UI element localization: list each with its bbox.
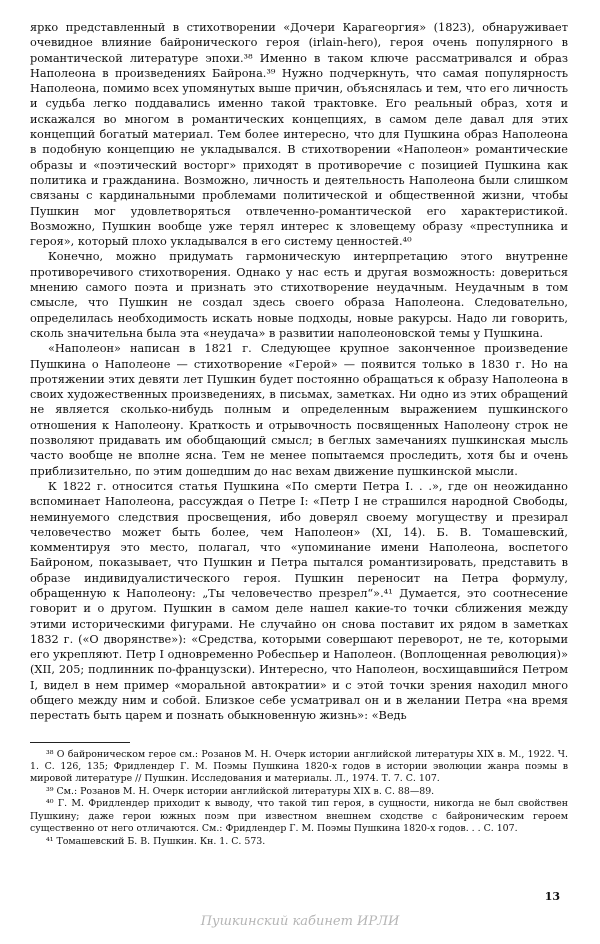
- page-number: 13: [544, 890, 560, 903]
- watermark: Пушкинский кабинет ИРЛИ: [200, 914, 400, 929]
- paragraph: «Наполеон» написан в 1821 г. Следующее крупное законченное произведение Пушкина о Наполеоне — стихотворение «Герой» — появится только в 1830 г. Но на протяжении этих девяти лет Пушкин будет постоянно обращаться к образу Наполеона в своих художественных произведениях, в письмах, заметках. Ни одно из этих обращений не является сколько-нибудь полным и определенным выражением пушкинского отношения к Наполеону. Краткость и отрывочность посвященных Наполеону строк не позволяют придавать им обобщающий смысл; в беглых замечаниях пушкинская мысль часто вообще не вполне ясна. Тем не менее попытаемся проследить, хотя бы и очень приблизительно, по этим дошедшим до нас вехам движение пушкинской мысли.: [30, 342, 568, 478]
- footnote: ⁴⁰ Г. М. Фридлендер приходит к выводу, что такой тип героя, в сущности, никогда не был свойствен Пушкину; даже герои южных поэм при известном внешнем сходстве с байроническим героем существенно от него отличаются. См.: Фридлендер Г. М. Поэмы Пушкина 1820-х годов. . . С. 107.: [30, 798, 568, 835]
- footnote: ⁴¹ Томашевский Б. В. Пушкин. Кн. 1. С. 573.: [46, 835, 266, 847]
- footnote-divider: [30, 742, 130, 743]
- paragraph: ярко представленный в стихотворении «Дочери Карагеоргия» (1823), обнаруживает очевидное влияние байронического героя (irlain-hero), героя очень популярного в романтической литературе эпохи.³⁸ Именно в таком ключе рассматривался и образ Наполеона в произведениях Байрона.³⁹ Нужно подчеркнуть, что самая популярность Наполеона, помимо всех упомянутых выше причин, объяснялась и тем, что его личность и судьба легко поддавались именно такой трактовке. Его реальный образ, хотя и искажался во многом в романтических концепциях, в самом деле давал для этих концепций богатый материал. Тем более интересно, что для Пушкина образ Наполеона в подобную концепцию не укладывался. В стихотворении «Наполеон» романтические образы и «поэтический восторг» приходят в противоречие с позицией Пушкина как политика и гражданина. Возможно, личность и деятельность Наполеона были слишком связаны с кардинальными проблемами политической и общественной жизни, чтобы Пушкин мог удовлетворяться отвлеченно-романтической его характеристикой. Возможно, Пушкин вообще уже терял интерес к зловещему образу «преступника и героя», который плохо укладывался в его систему ценностей.⁴⁰: [30, 21, 568, 249]
- page-footer: [0, 890, 600, 934]
- paragraph: К 1822 г. относится статья Пушкина «По смерти Петра I. . .», где он неожиданно вспоминает Наполеона, рассуждая о Петре I: «Петр I не страшился народной Свободы, неминуемого следствия просвещения, ибо доверял своему могуществу и презирал человечество может быть более, чем Наполеон» (XI, 14). Б. В. Томашевский, комментируя это место, полагал, что «упоминание имени Наполеона, воспетого Байроном, показывает, что Пушкин и Петра пытался романтизировать, представить в образе индивидуалистического героя. Пушкин переносит на Петра формулу, обращенную к Наполеону: „Ты человечество презрел“».⁴¹ Думается, это соотнесение говорит и о другом. Пушкин в самом деле нашел какие-то точки сближения между этими историческими фигурами. Не случайно он снова поставит их рядом в заметках 1832 г. («О дворянстве»): «Средства, которыми совершают переворот, не те, которыми его укрепляют. Петр I одновременно Робеспьер и Наполеон. (Воплощенная революция)» (XII, 205; подлинник по-французски). Интересно, что Наполеон, восхищавшийся Петром I, видел в нем пример «моральной автократии» и с этой точки зрения находил много общего между ним и собой. Близкое себе усматривал он и в желании Петра «на время перестать быть царем и познать обыкновенную жизнь»: «Ведь: [30, 479, 568, 723]
- body-text: [30, 20, 568, 724]
- footnotes: [30, 749, 568, 848]
- footnote: ³⁸ О байроническом герое см.: Розанов М. Н. Очерк истории английской литературы XIX в. М., 1922. Ч. 1. С. 126, 135; Фридлендер Г. М. Поэмы Пушкина 1820-х годов в истории эволюции жанра поэмы в мировой литературе // Пушкин. Исследования и материалы. Л., 1974. Т. 7. С. 107.: [30, 748, 568, 785]
- page-content: [30, 20, 568, 848]
- paragraph: Конечно, можно придумать гармоническую интерпретацию этого внутренне противоречивого стихотворения. Однако у нас есть и другая возможность: довериться мнению самого поэта и признать это стихотворение неудачным. Неудачным в том смысле, что Пушкин не создал здесь своего образа Наполеона. Следовательно, определилась необходимость искать новые подходы, новые ракурсы. Надо ли говорить, сколь значительна была эта «неудача» в развитии наполеоновской темы у Пушкина.: [30, 250, 568, 340]
- footnote: ³⁹ См.: Розанов М. Н. Очерк истории английской литературы XIX в. С. 88—89.: [46, 785, 435, 797]
